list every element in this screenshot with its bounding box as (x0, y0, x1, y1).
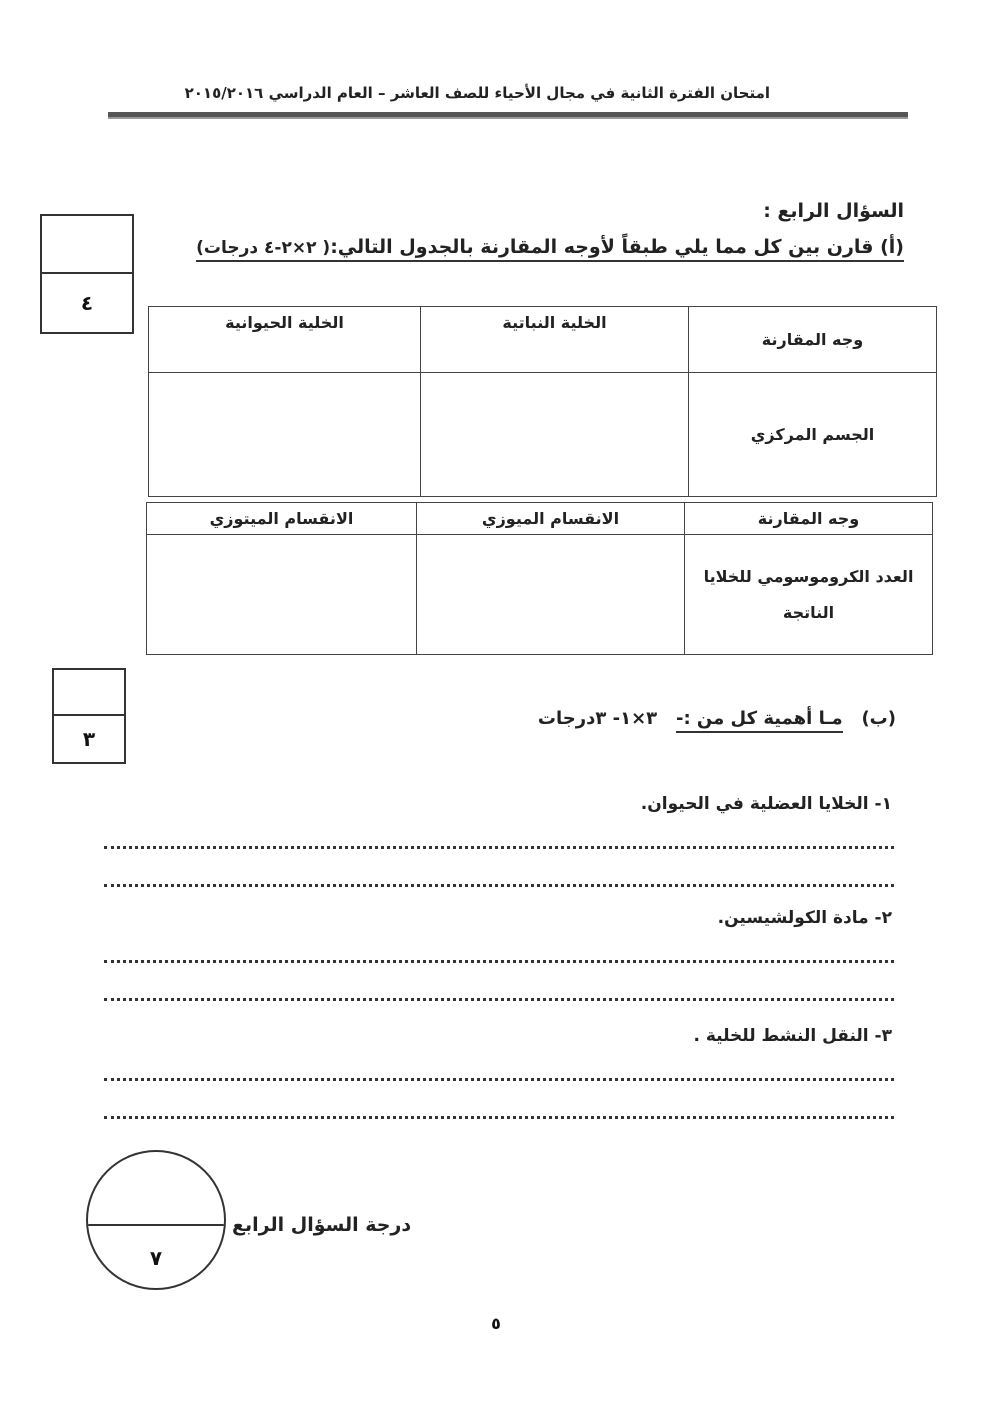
part-b-score-box (52, 668, 126, 764)
page-number: ٥ (491, 1314, 501, 1333)
answer-line-3a[interactable] (104, 1078, 894, 1081)
part-a-marks: ( ٢×٢-٤ درجات) (196, 238, 331, 258)
part-b-item-3: ٣- النقل النشط للخلية . (693, 1026, 892, 1046)
part-b-text: مـا أهمية كل من :- (676, 708, 843, 733)
table2-mitosis-answer[interactable] (147, 535, 417, 655)
answer-line-3b[interactable] (104, 1116, 894, 1119)
division-comparison-table (146, 502, 933, 655)
question-title: السؤال الرابع : (763, 200, 904, 222)
part-b-instruction (538, 708, 896, 729)
part-b-label: (ب) (861, 708, 896, 729)
exam-header-title: امتحان الفترة الثانية في مجال الأحياء للصف العاشر – العام الدراسي ٢٠١٥/٢٠١٦ (184, 84, 770, 102)
header-divider (108, 112, 908, 119)
part-a-instruction (196, 236, 904, 262)
table2-row-aspect: العدد الكروموسومي للخلايا الناتجة (685, 535, 933, 655)
table1-row (149, 373, 937, 497)
part-b-item-1: ١- الخلايا العضلية في الحيوان. (640, 794, 892, 814)
table1-header-plant-cell: الخلية النباتية (421, 307, 689, 373)
part-b-score-blank (54, 670, 124, 716)
part-a-score-box (40, 214, 134, 334)
table2-header-mitosis: الانقسام الميتوزي (147, 503, 417, 535)
table1-header-animal-cell: الخلية الحيوانية (149, 307, 421, 373)
answer-line-2b[interactable] (104, 998, 894, 1001)
total-score: ٧ (149, 1246, 163, 1270)
table1-header-row (149, 307, 937, 373)
answer-line-1b[interactable] (104, 884, 894, 887)
table2-header-row (147, 503, 933, 535)
total-score-label: درجة السؤال الرابع (232, 1214, 412, 1236)
table1-row-aspect: الجسم المركزي (689, 373, 937, 497)
part-b-item-2: ٢- مادة الكولشيسين. (717, 908, 892, 928)
table2-row (147, 535, 933, 655)
table2-header-meiosis: الانقسام الميوزي (417, 503, 685, 535)
part-b-score: ٣ (82, 727, 96, 751)
part-b-marks: ٣×١- ٣درجات (537, 708, 658, 729)
table1-plant-answer[interactable] (421, 373, 689, 497)
comparison-table-cells (148, 306, 937, 497)
table2-header-aspect: وجه المقارنة (685, 503, 933, 535)
circle-divider (88, 1224, 224, 1226)
table2-meiosis-answer[interactable] (417, 535, 685, 655)
part-a-score-blank (42, 216, 132, 274)
answer-line-2a[interactable] (104, 960, 894, 963)
total-score-circle (86, 1150, 226, 1290)
part-a-score: ٤ (80, 291, 94, 315)
part-a-text: (أ) قارن بين كل مما يلي طبقاً لأوجه المقارنة بالجدول التالي: (330, 236, 904, 258)
table1-header-aspect: وجه المقارنة (689, 307, 937, 373)
table1-animal-answer[interactable] (149, 373, 421, 497)
answer-line-1a[interactable] (104, 846, 894, 849)
